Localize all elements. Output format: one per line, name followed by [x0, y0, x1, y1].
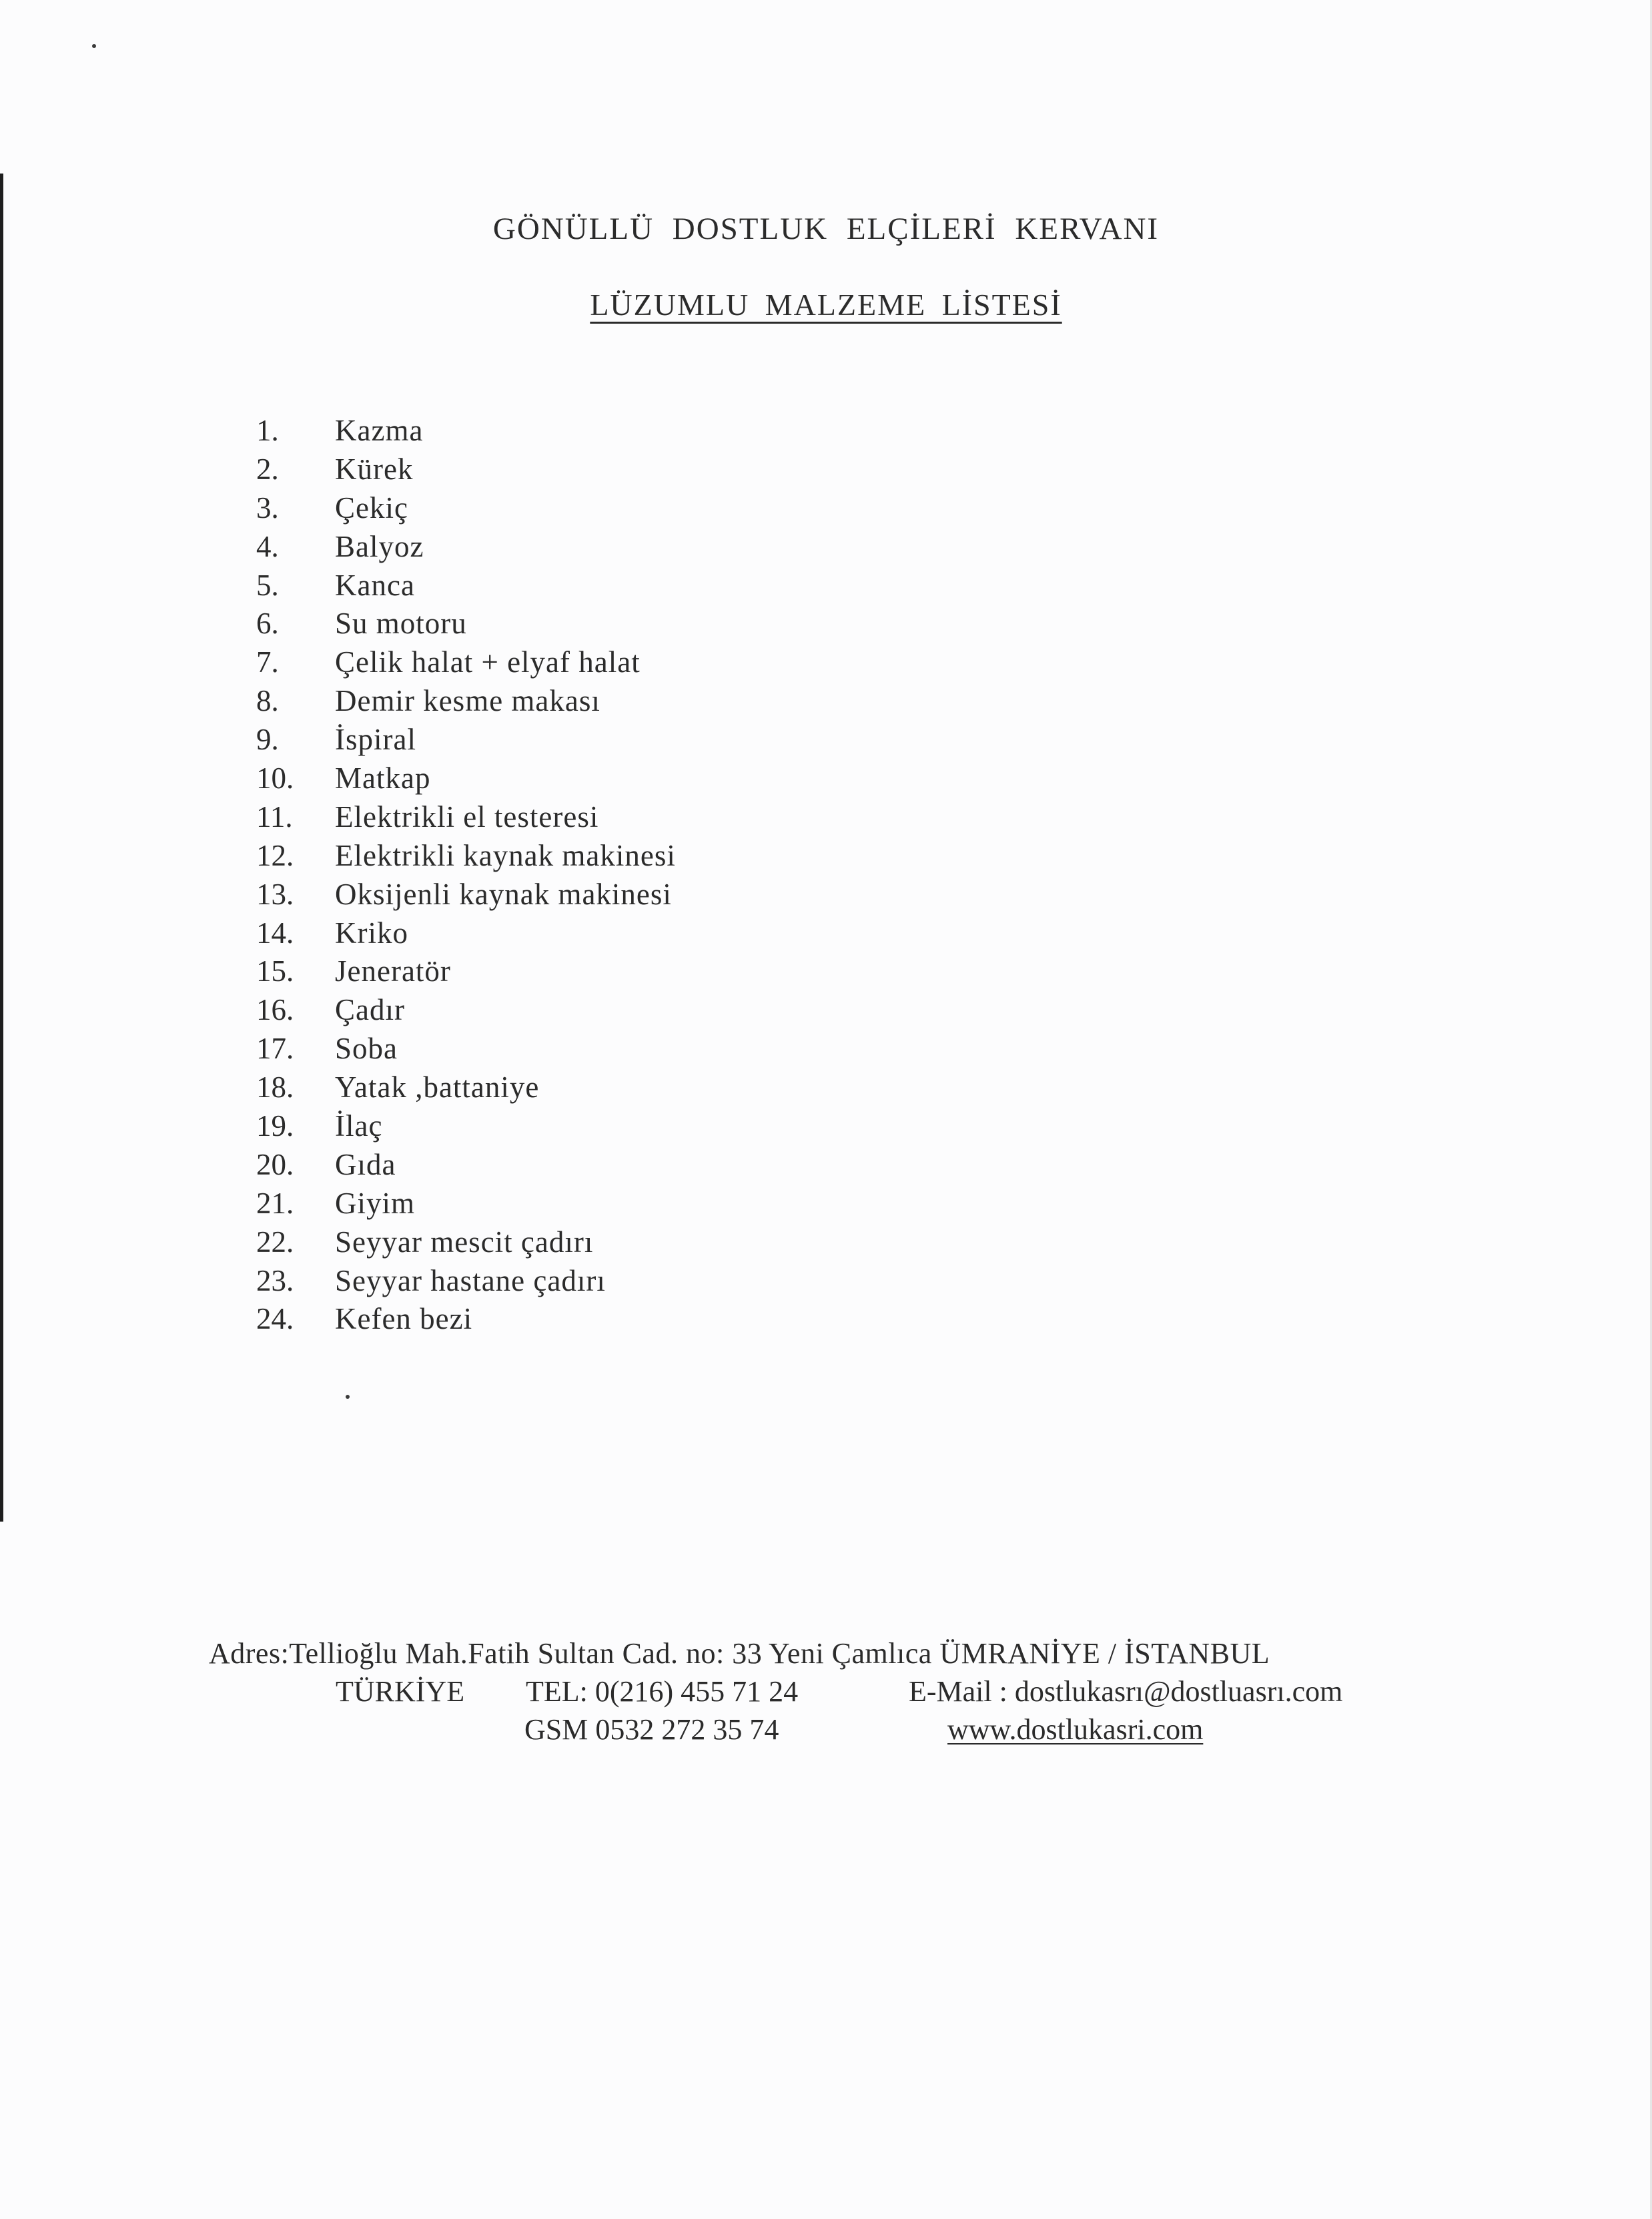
list-item-text: Kanca [335, 568, 415, 602]
gsm-text: GSM 0532 272 35 74 [524, 1713, 779, 1746]
list-item-text: Su motoru [335, 607, 467, 641]
materials-list [256, 412, 676, 1339]
list-item-number: 4. [256, 529, 279, 563]
list-item [256, 721, 676, 759]
list-item-number: 17. [256, 1032, 294, 1066]
list-item-number: 1. [256, 414, 279, 447]
list-item [256, 567, 676, 605]
list-item-number: 11. [256, 800, 293, 834]
scan-edge-left [0, 174, 3, 1522]
list-item-number: 6. [256, 607, 279, 641]
list-item-number: 3. [256, 491, 279, 525]
list-item [256, 1223, 676, 1262]
document-title: GÖNÜLLÜ DOSTLUK ELÇİLERİ KERVANI [492, 212, 1160, 246]
list-item-text: İspiral [335, 723, 416, 757]
list-item-text: Çadır [335, 993, 405, 1027]
list-item-number: 5. [256, 568, 279, 602]
list-item-text: Elektrikli kaynak makinesi [335, 838, 676, 872]
list-item-text: Demir kesme makası [335, 684, 600, 718]
list-item-number: 2. [256, 452, 279, 486]
list-item [256, 991, 676, 1030]
list-item-number: 12. [256, 838, 294, 872]
list-item [256, 1107, 676, 1146]
telephone-text: TEL: 0(216) 455 71 24 [526, 1675, 799, 1708]
document-subtitle-text: LÜZUMLU MALZEME LİSTESİ [590, 288, 1062, 322]
list-item-number: 8. [256, 684, 279, 718]
list-item-number: 21. [256, 1186, 294, 1220]
list-item-text: Balyoz [335, 529, 424, 563]
list-item [256, 450, 676, 489]
list-item-text: Matkap [335, 761, 431, 796]
list-item-text: Çelik halat + elyaf halat [335, 645, 641, 679]
list-item [256, 1185, 676, 1223]
list-item [256, 1030, 676, 1068]
list-item-number: 22. [256, 1225, 294, 1259]
list-item-number: 15. [256, 954, 294, 988]
list-item-text: Seyyar mescit çadırı [335, 1225, 594, 1259]
list-item-number: 7. [256, 645, 279, 679]
scan-speck [346, 1395, 350, 1399]
list-item-text: Kriko [335, 916, 408, 950]
list-item-number: 23. [256, 1263, 294, 1297]
list-item [256, 1300, 676, 1339]
list-item [256, 528, 676, 567]
list-item-text: Yatak ,battaniye [335, 1070, 540, 1104]
list-item-text: Giyim [335, 1186, 416, 1220]
list-item-number: 14. [256, 916, 294, 950]
list-item [256, 682, 676, 721]
list-item-text: Soba [335, 1032, 398, 1066]
list-item [256, 489, 676, 528]
website-link-text[interactable]: www.dostlukasri.com [947, 1713, 1204, 1746]
list-item-text: İlaç [335, 1109, 383, 1143]
list-item-number: 20. [256, 1147, 294, 1181]
list-item [256, 759, 676, 798]
address-line: Adres:Tellioğlu Mah.Fatih Sultan Cad. no: 33 Yeni Çamlıca ÜMRANİYE / İSTANBUL [209, 1637, 1270, 1670]
list-item [256, 952, 676, 991]
list-item [256, 1262, 676, 1301]
list-item-text: Seyyar hastane çadırı [335, 1263, 606, 1297]
list-item [256, 605, 676, 643]
website-link[interactable] [947, 1712, 1203, 1747]
list-item [256, 876, 676, 914]
list-item [256, 412, 676, 450]
list-item [256, 1146, 676, 1185]
list-item-text: Çekiç [335, 491, 408, 525]
list-item [256, 643, 676, 682]
list-item-text: Jeneratör [335, 954, 451, 988]
scan-speck [92, 44, 96, 48]
list-item-text: Elektrikli el testeresi [335, 800, 599, 834]
list-item-text: Gıda [335, 1147, 396, 1181]
list-item [256, 914, 676, 953]
list-item [256, 1068, 676, 1107]
list-item [256, 837, 676, 876]
list-item-text: Kefen bezi [335, 1302, 473, 1336]
list-item-number: 9. [256, 723, 279, 757]
list-item-number: 13. [256, 877, 294, 911]
list-item-number: 19. [256, 1109, 294, 1143]
list-item [256, 798, 676, 837]
list-item-text: Oksijenli kaynak makinesi [335, 877, 672, 911]
list-item-number: 16. [256, 993, 294, 1027]
list-item-number: 18. [256, 1070, 294, 1104]
list-item-text: Kazma [335, 414, 424, 447]
list-item-text: Kürek [335, 452, 414, 486]
list-item-number: 24. [256, 1302, 294, 1336]
country-text: TÜRKİYE [336, 1675, 465, 1708]
document-subtitle [0, 287, 1652, 322]
list-item-number: 10. [256, 761, 294, 796]
email-text: E-Mail : dostlukasrı@dostluasrı.com [909, 1675, 1343, 1708]
